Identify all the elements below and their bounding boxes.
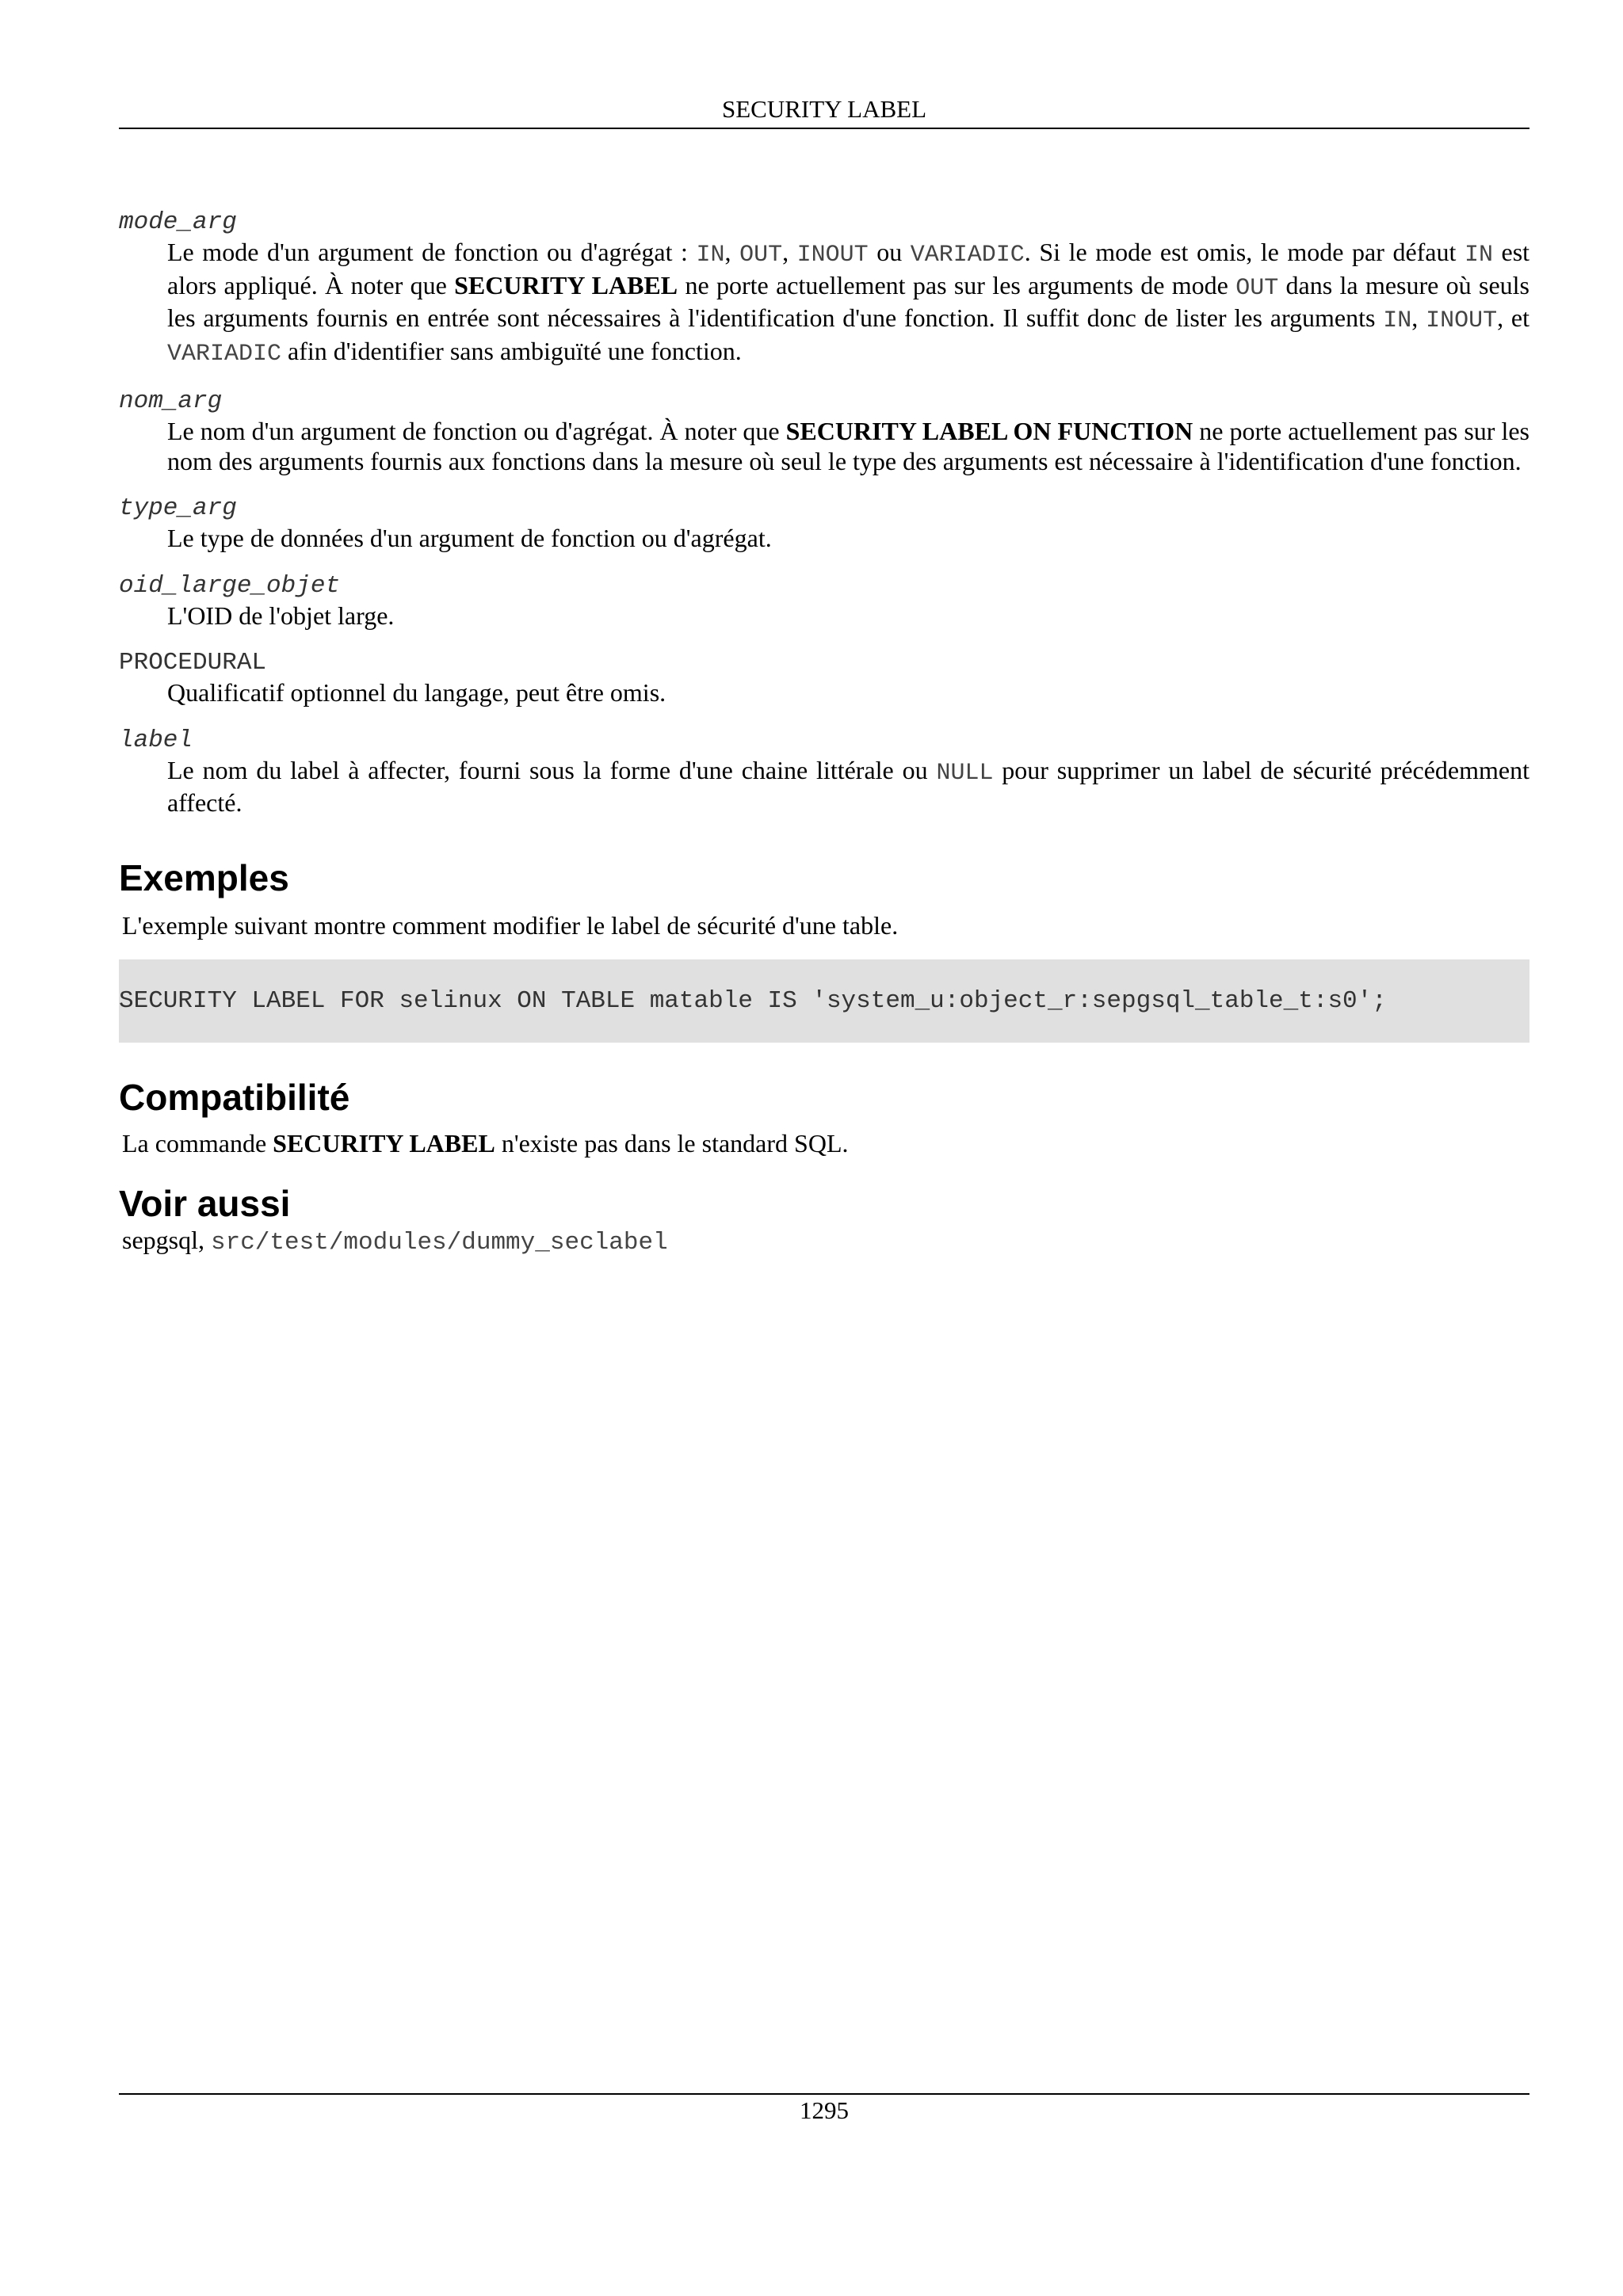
section-heading-compatibilite: Compatibilité: [119, 1076, 350, 1118]
inline-code: IN: [696, 242, 725, 269]
see-also-link-sepgsql[interactable]: sepgsql: [122, 1225, 198, 1254]
param-term: mode_arg: [119, 208, 237, 236]
header-rule: [119, 128, 1529, 129]
param-term: PROCEDURAL: [119, 649, 267, 677]
see-also-separator: ,: [198, 1225, 211, 1254]
inline-code: INOUT: [1426, 307, 1498, 334]
param-definition: [167, 601, 1529, 631]
definition-text: pour supprimer un label de sécurité précédemment affecté.: [167, 755, 1530, 817]
definition-text: Le nom d'un argument de fonction ou d'agrégat. À noter que: [167, 417, 786, 445]
param-definition: [167, 756, 1529, 818]
param-term: type_arg: [119, 494, 237, 522]
section-heading-voir-aussi: Voir aussi: [119, 1182, 291, 1224]
compatibility-command: SECURITY LABEL: [273, 1128, 495, 1158]
running-header: SECURITY LABEL: [721, 95, 927, 123]
definition-text: ,: [782, 238, 797, 266]
section-heading-exemples: Exemples: [119, 856, 289, 898]
definition-text: . Si le mode est omis, le mode par défaut: [1024, 238, 1465, 266]
inline-code: VARIADIC: [167, 340, 282, 368]
param-entry: [119, 726, 1529, 818]
definition-text: est alors appliqué. À noter que: [167, 238, 1530, 299]
definition-text: ,: [1411, 303, 1426, 332]
inline-code: IN: [1464, 242, 1493, 269]
inline-code: NULL: [936, 759, 994, 787]
code-example: [119, 959, 1529, 1043]
page-content: [119, 208, 1529, 1258]
compatibility-text-after: n'existe pas dans le standard SQL.: [495, 1128, 849, 1158]
see-also-list: [122, 1225, 1529, 1258]
param-entry: [119, 494, 1529, 554]
definition-text: ne porte actuellement pas sur les arguments de mode: [678, 270, 1236, 299]
definition-text: Le type de données d'un argument de fonction ou d'agrégat.: [167, 524, 772, 552]
param-definition: [167, 678, 1529, 708]
definition-text: ne porte actuellement pas sur les nom des arguments fournis aux fonctions dans la mesure où seul le type des arguments est nécessaire à l'identification d'une fonction.: [167, 417, 1530, 475]
param-term: label: [119, 726, 193, 754]
definition-text: ,: [724, 238, 740, 266]
param-entry: [119, 648, 1529, 708]
page-number: 1295: [800, 2096, 849, 2124]
examples-intro: L'exemple suivant montre comment modifier le label de sécurité d'une table.: [122, 910, 899, 940]
footer-rule: [119, 2093, 1529, 2095]
definition-text: Le mode d'un argument de fonction ou d'agrégat :: [167, 238, 697, 266]
bold-command: SECURITY LABEL ON FUNCTION: [785, 417, 1193, 445]
inline-code: IN: [1383, 307, 1412, 334]
param-definition: [167, 417, 1529, 476]
param-term: nom_arg: [119, 387, 223, 415]
compatibility-text: [122, 1128, 1529, 1158]
definition-text: , et: [1497, 303, 1530, 332]
definition-text: L'OID de l'objet large.: [167, 601, 395, 630]
definition-text: afin d'identifier sans ambiguïté une fonction.: [281, 336, 742, 365]
param-definition: [167, 238, 1529, 369]
see-also-path: src/test/modules/dummy_seclabel: [211, 1228, 668, 1257]
definition-text: ou: [868, 238, 911, 266]
inline-code: OUT: [739, 242, 783, 269]
param-entry: [119, 208, 1529, 369]
parameter-list: [119, 208, 1529, 818]
inline-code: OUT: [1235, 274, 1279, 302]
compatibility-text-before: La commande: [122, 1128, 273, 1158]
param-term: oid_large_objet: [119, 571, 341, 600]
definition-text: Le nom du label à affecter, fourni sous la forme d'une chaine littérale ou: [167, 755, 937, 784]
inline-code: VARIADIC: [910, 242, 1025, 269]
param-definition: [167, 524, 1529, 554]
definition-text: dans la mesure où seuls les arguments fournis en entrée sont nécessaires à l'identification d'une fonction. Il suffit donc de lister les arguments: [167, 270, 1530, 332]
param-entry: [119, 387, 1529, 476]
definition-text: Qualificatif optionnel du langage, peut être omis.: [167, 678, 666, 707]
code-example-text: SECURITY LABEL FOR selinux ON TABLE matable IS 'system_u:object_r:sepgsql_table_t:s0';: [119, 986, 1387, 1015]
inline-code: INOUT: [796, 242, 869, 269]
param-entry: [119, 571, 1529, 631]
bold-command: SECURITY LABEL: [454, 270, 678, 299]
